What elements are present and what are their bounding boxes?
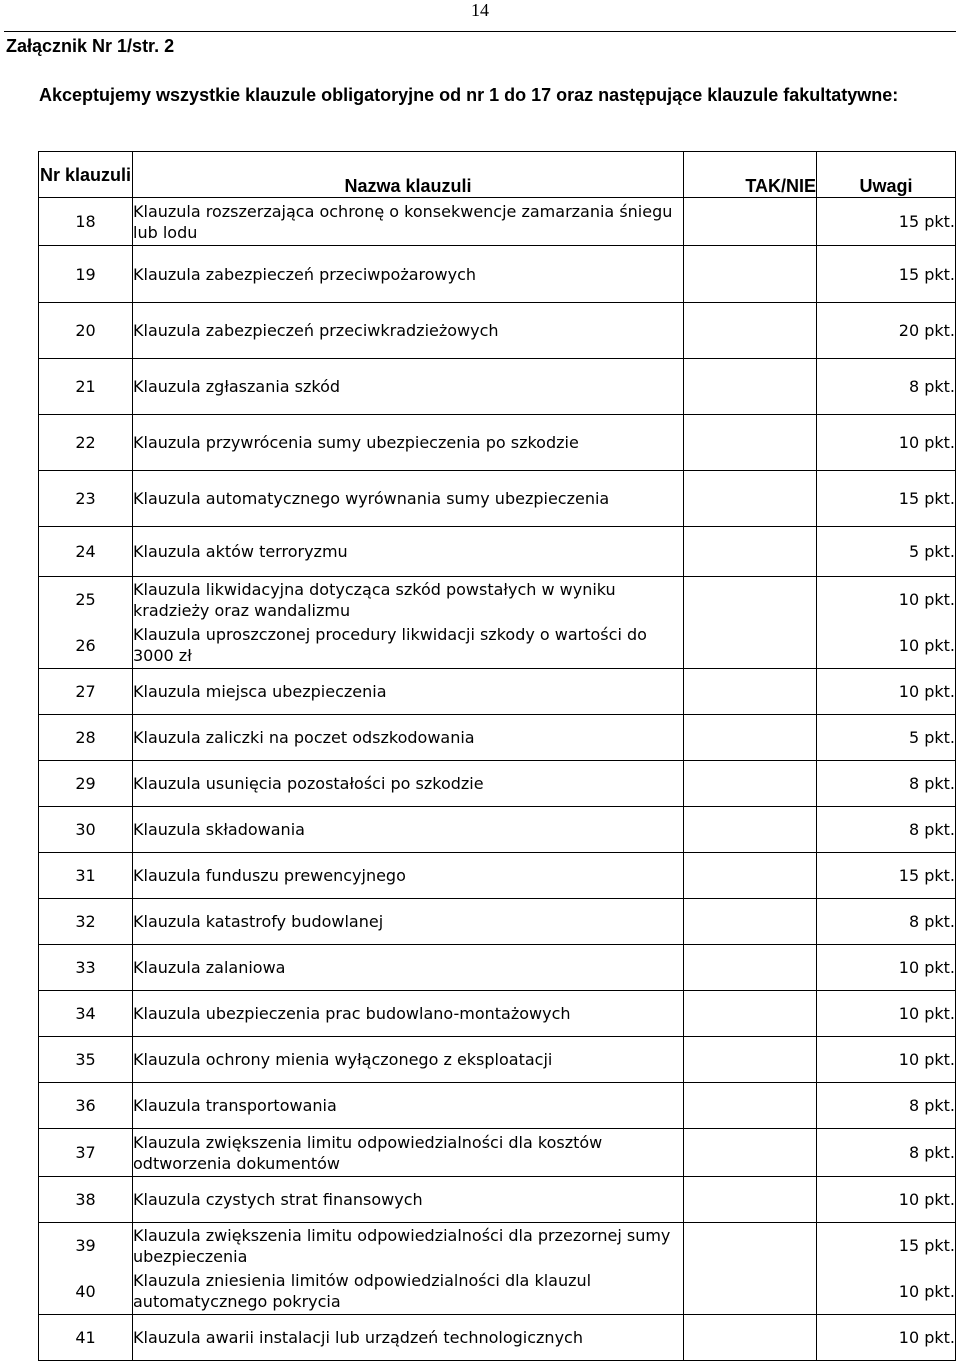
tak-nie-cell[interactable]	[684, 1269, 817, 1315]
clause-points: 10 pkt.	[817, 1037, 956, 1083]
tak-nie-cell[interactable]	[684, 1223, 817, 1269]
clause-number: 30	[39, 807, 133, 853]
table-row	[39, 761, 956, 807]
clause-name: Klauzula katastrofy budowlanej	[133, 899, 684, 945]
tak-nie-cell[interactable]	[684, 527, 817, 577]
tak-nie-cell[interactable]	[684, 945, 817, 991]
clause-name: Klauzula zniesienia limitów odpowiedzialności dla klauzul automatycznego pokrycia	[133, 1269, 684, 1315]
clause-number: 33	[39, 945, 133, 991]
clause-name: Klauzula zwiększenia limitu odpowiedzialności dla kosztów odtworzenia dokumentów	[133, 1129, 684, 1177]
header-tak-nie: TAK/NIE	[684, 152, 817, 198]
clause-number: 35	[39, 1037, 133, 1083]
tak-nie-cell[interactable]	[684, 1315, 817, 1361]
clause-points: 10 pkt.	[817, 1177, 956, 1223]
clause-number: 29	[39, 761, 133, 807]
clause-name: Klauzula ochrony mienia wyłączonego z eksploatacji	[133, 1037, 684, 1083]
table-row	[39, 359, 956, 415]
tak-nie-cell[interactable]	[684, 415, 817, 471]
clause-name: Klauzula zgłaszania szkód	[133, 359, 684, 415]
table-row	[39, 1083, 956, 1129]
clause-number: 26	[39, 623, 133, 669]
clause-name: Klauzula zalaniowa	[133, 945, 684, 991]
clause-name: Klauzula transportowania	[133, 1083, 684, 1129]
table-row	[39, 715, 956, 761]
clause-points: 15 pkt.	[817, 1223, 956, 1269]
clause-name: Klauzula likwidacyjna dotycząca szkód powstałych w wyniku kradzieży oraz wandalizmu	[133, 577, 684, 623]
clause-number: 40	[39, 1269, 133, 1315]
clause-number: 37	[39, 1129, 133, 1177]
tak-nie-cell[interactable]	[684, 807, 817, 853]
clause-number: 20	[39, 303, 133, 359]
table-row	[39, 246, 956, 303]
header-uwagi: Uwagi	[817, 152, 956, 198]
tak-nie-cell[interactable]	[684, 669, 817, 715]
tak-nie-cell[interactable]	[684, 198, 817, 246]
clause-number: 23	[39, 471, 133, 527]
clause-points: 15 pkt.	[817, 853, 956, 899]
table-row	[39, 991, 956, 1037]
clause-name: Klauzula miejsca ubezpieczenia	[133, 669, 684, 715]
tak-nie-cell[interactable]	[684, 471, 817, 527]
clause-number: 31	[39, 853, 133, 899]
intro-paragraph: Akceptujemy wszystkie klauzule obligatoryjne od nr 1 do 17 oraz następujące klauzule fakultatywne:	[39, 85, 899, 105]
clause-points: 15 pkt.	[817, 246, 956, 303]
tak-nie-cell[interactable]	[684, 623, 817, 669]
table-row	[39, 1129, 956, 1177]
clause-number: 38	[39, 1177, 133, 1223]
clause-points: 8 pkt.	[817, 1083, 956, 1129]
clause-points: 10 pkt.	[817, 669, 956, 715]
clause-points: 10 pkt.	[817, 1315, 956, 1361]
clause-name: Klauzula zwiększenia limitu odpowiedzialności dla przezornej sumy ubezpieczenia	[133, 1223, 684, 1269]
table-row	[39, 1269, 956, 1315]
table-row	[39, 945, 956, 991]
table-row	[39, 669, 956, 715]
clause-number: 28	[39, 715, 133, 761]
table-row	[39, 471, 956, 527]
clause-name: Klauzula uproszczonej procedury likwidacji szkody o wartości do 3000 zł	[133, 623, 684, 669]
clause-number: 34	[39, 991, 133, 1037]
clause-name: Klauzula zabezpieczeń przeciwkradzieżowych	[133, 303, 684, 359]
clause-name: Klauzula zaliczki na poczet odszkodowania	[133, 715, 684, 761]
clause-name: Klauzula funduszu prewencyjnego	[133, 853, 684, 899]
table-row	[39, 1037, 956, 1083]
tak-nie-cell[interactable]	[684, 303, 817, 359]
tak-nie-cell[interactable]	[684, 761, 817, 807]
tak-nie-cell[interactable]	[684, 359, 817, 415]
table-row	[39, 577, 956, 623]
clause-points: 10 pkt.	[817, 1269, 956, 1315]
table-row	[39, 1223, 956, 1269]
table-row	[39, 623, 956, 669]
tak-nie-cell[interactable]	[684, 853, 817, 899]
clause-name: Klauzula usunięcia pozostałości po szkodzie	[133, 761, 684, 807]
clause-name: Klauzula ubezpieczenia prac budowlano-montażowych	[133, 991, 684, 1037]
tak-nie-cell[interactable]	[684, 246, 817, 303]
table-row	[39, 527, 956, 577]
clause-points: 10 pkt.	[817, 991, 956, 1037]
tak-nie-cell[interactable]	[684, 1129, 817, 1177]
table-row	[39, 303, 956, 359]
clause-points: 8 pkt.	[817, 899, 956, 945]
clause-name: Klauzula rozszerzająca ochronę o konsekwencje zamarzania śniegu lub lodu	[133, 198, 684, 246]
clause-name: Klauzula awarii instalacji lub urządzeń technologicznych	[133, 1315, 684, 1361]
table-header-row	[39, 152, 956, 198]
clause-points: 15 pkt.	[817, 198, 956, 246]
clause-number: 25	[39, 577, 133, 623]
tak-nie-cell[interactable]	[684, 899, 817, 945]
clause-points: 10 pkt.	[817, 623, 956, 669]
clause-points: 8 pkt.	[817, 807, 956, 853]
page-number: 14	[471, 0, 489, 20]
attachment-label: Załącznik Nr 1/str. 2	[6, 36, 175, 56]
table-row	[39, 198, 956, 246]
clause-points: 10 pkt.	[817, 945, 956, 991]
tak-nie-cell[interactable]	[684, 1037, 817, 1083]
clauses-table	[38, 151, 956, 1361]
clause-number: 27	[39, 669, 133, 715]
tak-nie-cell[interactable]	[684, 1083, 817, 1129]
tak-nie-cell[interactable]	[684, 1177, 817, 1223]
tak-nie-cell[interactable]	[684, 577, 817, 623]
clause-name: Klauzula czystych strat finansowych	[133, 1177, 684, 1223]
clause-points: 8 pkt.	[817, 1129, 956, 1177]
clause-points: 20 pkt.	[817, 303, 956, 359]
table-row	[39, 1177, 956, 1223]
clause-number: 22	[39, 415, 133, 471]
clause-points: 5 pkt.	[817, 527, 956, 577]
clause-points: 10 pkt.	[817, 577, 956, 623]
clause-points: 8 pkt.	[817, 359, 956, 415]
clause-number: 18	[39, 198, 133, 246]
clause-name: Klauzula składowania	[133, 807, 684, 853]
clause-number: 19	[39, 246, 133, 303]
table-row	[39, 899, 956, 945]
clause-name: Klauzula przywrócenia sumy ubezpieczenia po szkodzie	[133, 415, 684, 471]
table-row	[39, 1315, 956, 1361]
clause-points: 15 pkt.	[817, 471, 956, 527]
table-row	[39, 807, 956, 853]
header-divider	[4, 31, 956, 32]
tak-nie-cell[interactable]	[684, 715, 817, 761]
clause-points: 5 pkt.	[817, 715, 956, 761]
clause-number: 41	[39, 1315, 133, 1361]
header-name: Nazwa klauzuli	[133, 152, 684, 198]
tak-nie-cell[interactable]	[684, 991, 817, 1037]
clause-points: 10 pkt.	[817, 415, 956, 471]
table-row	[39, 853, 956, 899]
clause-number: 39	[39, 1223, 133, 1269]
table-row	[39, 415, 956, 471]
clause-name: Klauzula zabezpieczeń przeciwpożarowych	[133, 246, 684, 303]
clause-number: 36	[39, 1083, 133, 1129]
clause-name: Klauzula aktów terroryzmu	[133, 527, 684, 577]
clause-number: 24	[39, 527, 133, 577]
clause-points: 8 pkt.	[817, 761, 956, 807]
clause-name: Klauzula automatycznego wyrównania sumy ubezpieczenia	[133, 471, 684, 527]
clause-number: 32	[39, 899, 133, 945]
header-nr: Nr klauzuli	[39, 152, 133, 198]
clause-number: 21	[39, 359, 133, 415]
